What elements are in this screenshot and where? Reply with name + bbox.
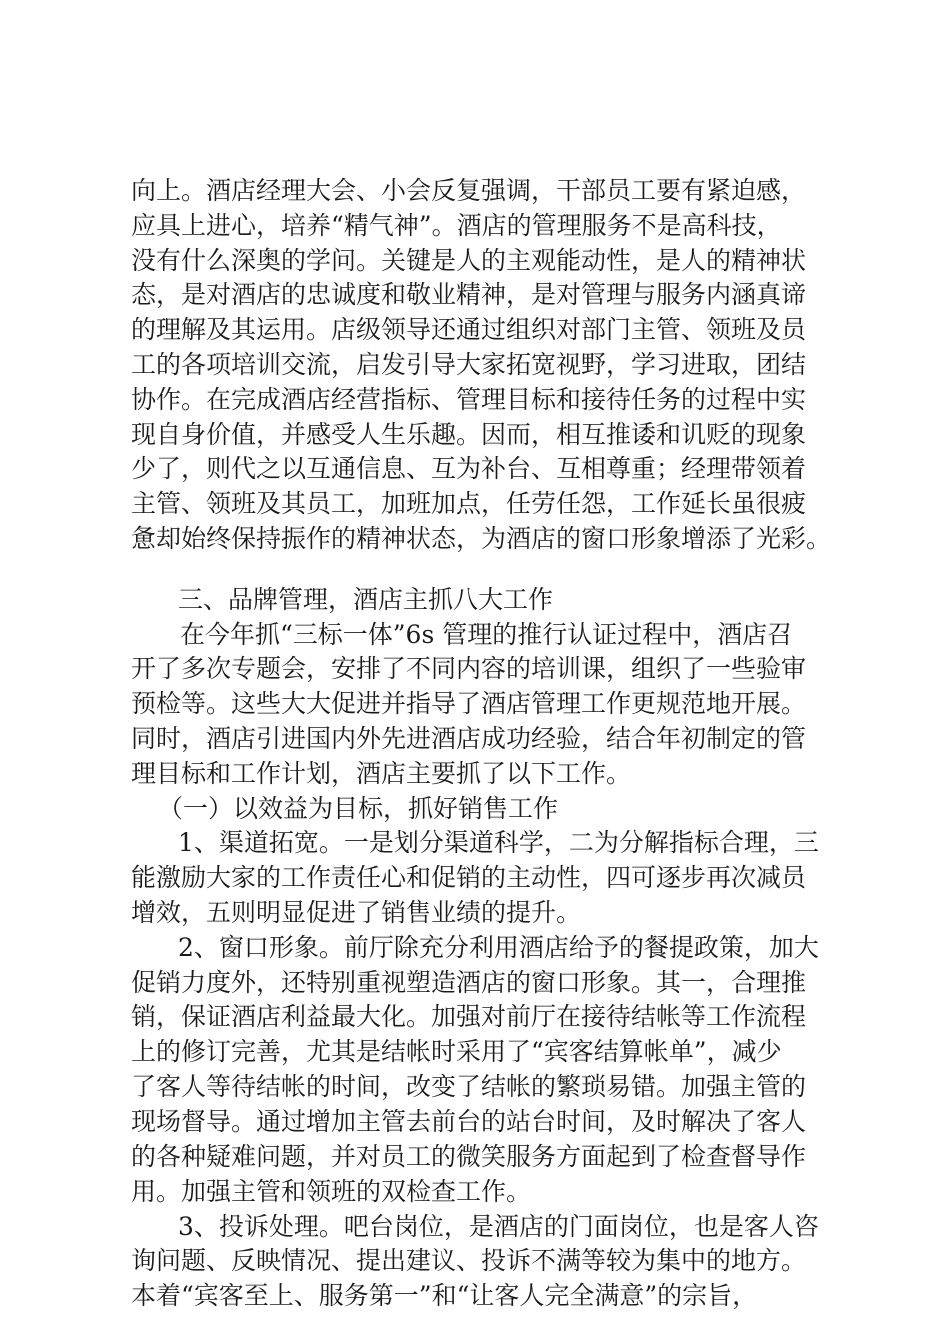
text-line: 没有什么深奥的学问。关键是人的主观能动性，是人的精神状 [131, 246, 807, 275]
text-line: 少了，则代之以互通信息、互为补台、互相尊重；经理带领着 [131, 454, 807, 483]
text-line: 的各种疑难问题，并对员工的微笑服务方面起到了检查督导作 [131, 1142, 807, 1171]
text-line: 1、渠道拓宽。一是划分渠道科学，二为分解指标合理，三 [178, 828, 819, 857]
text-line: 本着“宾客至上、服务第一”和“让客人完全满意”的宗旨， [131, 1281, 758, 1311]
text-line: 了客人等待结帐的时间，改变了结帐的繁琐易错。加强主管的 [131, 1072, 807, 1101]
text-line: 上的修订完善，尤其是结帐时采用了“宾客结算帐单”，减少 [131, 1037, 782, 1066]
text-line: 向上。酒店经理大会、小会反复强调，干部员工要有紧迫感， [131, 176, 807, 205]
text-line: 现场督导。通过增加主管去前台的站台时间，及时解决了客人 [131, 1107, 807, 1136]
subsection-heading: （一）以效益为目标，抓好销售工作 [158, 794, 559, 823]
text-line: 态，是对酒店的忠诚度和敬业精神，是对管理与服务内涵真谛 [131, 280, 807, 309]
text-line: 惫却始终保持振作的精神状态，为酒店的窗口形象增添了光彩。 [131, 524, 832, 553]
text-line: 询问题、反映情况、提出建议、投诉不满等较为集中的地方。 [131, 1246, 807, 1276]
text-line: 现自身价值，并感受人生乐趣。因而，相互推诿和讥贬的现象 [131, 420, 807, 449]
text-line: 促销力度外，还特别重视塑造酒店的窗口形象。其一，合理推 [131, 968, 807, 997]
text-line: 能激励大家的工作责任心和促销的主动性，四可逐步再次减员 [131, 863, 807, 892]
text-line: 用。加强主管和领班的双检查工作。 [131, 1176, 532, 1206]
text-line: 协作。在完成酒店经营指标、管理目标和接待任务的过程中实 [131, 385, 807, 414]
text-line: 应具上进心，培养“精气神”。酒店的管理服务不是高科技， [131, 211, 782, 240]
text-line: 工的各项培训交流，启发引导大家拓宽视野，学习进取，团结 [131, 350, 807, 379]
text-line: 销，保证酒店利益最大化。加强对前厅在接待结帐等工作流程 [131, 1002, 807, 1031]
text-line: 增效，五则明显促进了销售业绩的提升。 [131, 898, 582, 927]
text-line: 在今年抓“三标一体”6s 管理的推行认证过程中，酒店召 [180, 620, 793, 649]
text-line: 3、投诉处理。吧台岗位，是酒店的门面岗位，也是客人咨 [178, 1211, 819, 1241]
text-line: 同时，酒店引进国内外先进酒店成功经验，结合年初制定的管 [131, 724, 807, 753]
text-line: 预检等。这些大大促进并指导了酒店管理工作更规范地开展。 [131, 689, 807, 718]
text-line: 开了多次专题会，安排了不同内容的培训课，组织了一些验审 [131, 654, 807, 683]
text-line: 的理解及其运用。店级领导还通过组织对部门主管、领班及员 [131, 315, 807, 344]
section-heading: 三、品牌管理，酒店主抓八大工作 [178, 585, 554, 614]
text-line: 主管、领班及其员工，加班加点，任劳任怨，工作延长虽很疲 [131, 489, 807, 518]
text-line: 理目标和工作计划，酒店主要抓了以下工作。 [131, 759, 632, 788]
text-line: 2、窗口形象。前厅除充分利用酒店给予的餐提政策，加大 [178, 933, 819, 962]
